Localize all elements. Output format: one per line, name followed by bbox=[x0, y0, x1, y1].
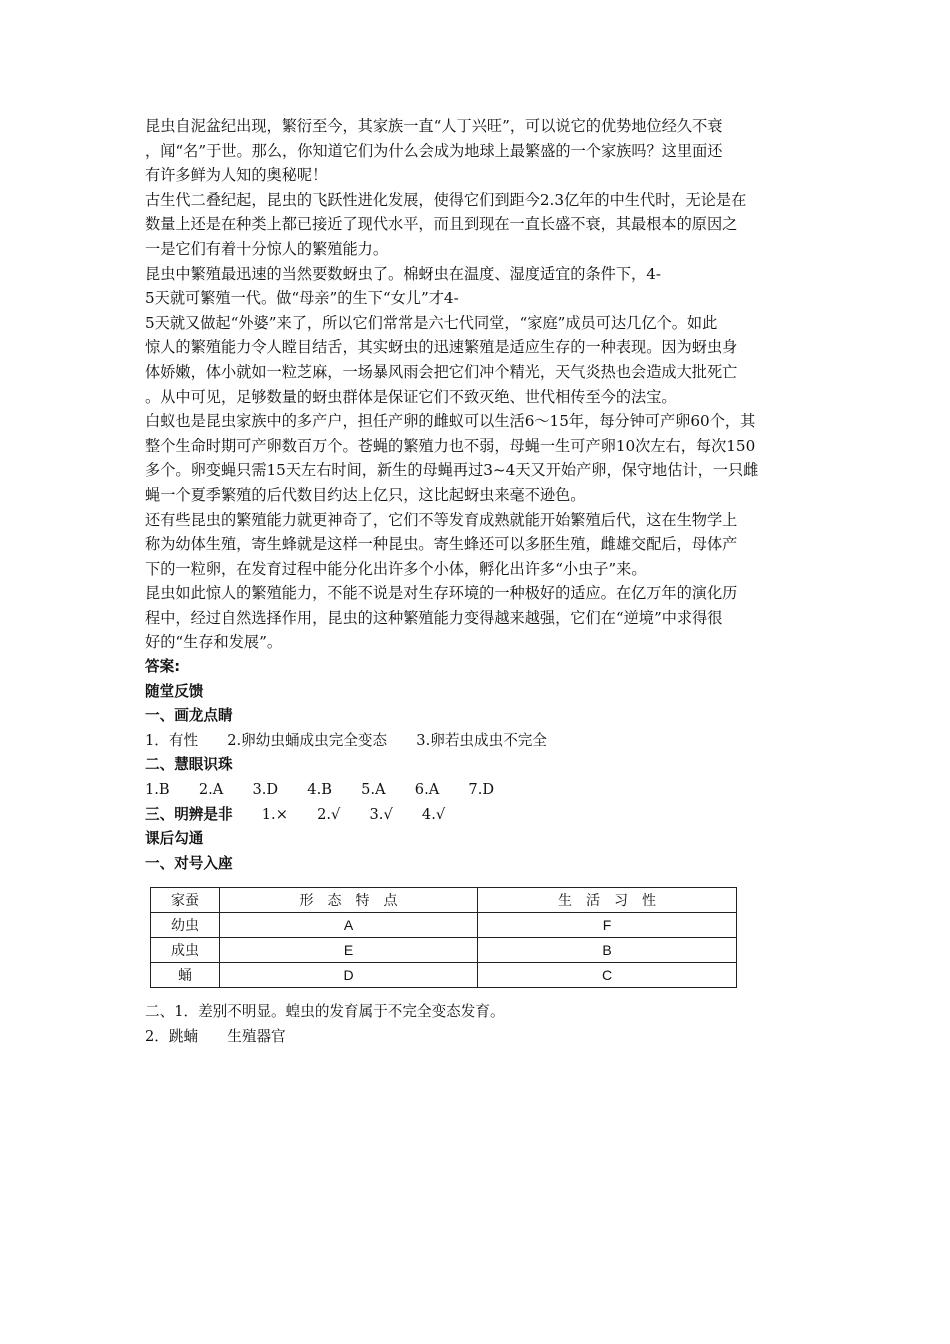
after-class-title: 课后勾通 bbox=[145, 830, 204, 848]
table-cell: C bbox=[478, 963, 737, 988]
text-line: 昆虫自泥盆纪出现，繁衍至今，其家族一直“人丁兴旺”，可以说它的优势地位经久不衰 bbox=[145, 117, 723, 135]
text-line: 5天就又做起“外婆”来了，所以它们常常是六七代同堂，“家庭”成员可达几亿个。如此 bbox=[145, 313, 718, 332]
table-header: 形 态 特 点 bbox=[220, 888, 478, 913]
section2-after-line2: 2．跳蝻 生殖器官 bbox=[145, 1028, 286, 1045]
table-row bbox=[151, 913, 737, 938]
paragraph-3 bbox=[145, 262, 815, 410]
table-header: 生 活 习 性 bbox=[478, 888, 737, 913]
text-line: 程中，经过自然选择作用，昆虫的这种繁殖能力变得越来越强，它们在“逆境”中求得很 bbox=[145, 608, 723, 627]
text-line: 白蚁也是昆虫家族中的多产户，担任产卵的雌蚁可以生活6～15年，每分钟可产卵60个，其 bbox=[145, 412, 756, 431]
section2-answers: 1.B 2.A 3.D 4.B 5.A 6.A 7.D bbox=[145, 781, 495, 799]
table-row bbox=[151, 938, 737, 963]
text-line: 下的一粒卵，在发育过程中能分化出许多个小体，孵化出许多“小虫子”来。 bbox=[145, 559, 647, 578]
paragraph-1 bbox=[145, 114, 815, 188]
section3-line bbox=[145, 803, 815, 828]
section1-answers: 1．有性 2.卵幼虫蛹成虫完全变态 3.卵若虫成虫不完全 bbox=[145, 731, 547, 749]
text-line: 古生代二叠纪起，昆虫的飞跃性进化发展，使得它们到距今2.3亿年的中生代时，无论是在 bbox=[145, 190, 747, 209]
text-line: 有许多鲜为人知的奥秘呢！ bbox=[145, 166, 328, 185]
feedback-title: 随堂反馈 bbox=[145, 682, 204, 700]
silkworm-table bbox=[150, 887, 737, 988]
table-cell: A bbox=[220, 913, 478, 938]
table-header: 家蚕 bbox=[151, 888, 220, 913]
text-line: 。从中可见，足够数量的蚜虫群体是保证它们不致灭绝、世代相传至今的法宝。 bbox=[145, 387, 677, 406]
section2-title: 二、慧眼识珠 bbox=[145, 756, 233, 774]
paragraph-2 bbox=[145, 188, 815, 262]
document-page bbox=[145, 114, 815, 1050]
text-line: 还有些昆虫的繁殖能力就更神奇了，它们不等发育成熟就能开始繁殖后代，这在生物学上 bbox=[145, 510, 738, 529]
table-cell: B bbox=[478, 938, 737, 963]
table-cell: 成虫 bbox=[151, 938, 220, 963]
section3-answers: 1.× 2.√ 3.√ 4.√ bbox=[232, 805, 446, 823]
section1-title: 一、画龙点睛 bbox=[145, 707, 233, 725]
paragraph-6 bbox=[145, 581, 815, 655]
text-line: 好的“生存和发展”。 bbox=[145, 633, 283, 652]
table-row bbox=[151, 963, 737, 988]
section2-after-line1: 二、1．差别不明显。蝗虫的发育属于不完全变态发育。 bbox=[145, 1003, 505, 1021]
text-line: 称为幼体生殖，寄生蜂就是这样一种昆虫。寄生蜂还可以多胚生殖，雌雄交配后，母体产 bbox=[145, 535, 738, 554]
text-line: 一是它们有着十分惊人的繁殖能力。 bbox=[145, 239, 388, 258]
table-cell: D bbox=[220, 963, 478, 988]
text-line: 昆虫中繁殖最迅速的当然要数蚜虫了。棉蚜虫在温度、湿度适宜的条件下，4- bbox=[145, 264, 661, 283]
text-line: 数量上还是在种类上都已接近了现代水平，而且到现在一直长盛不衰，其最根本的原因之 bbox=[145, 215, 738, 234]
text-line: 体娇嫩，体小就如一粒芝麻，一场暴风雨会把它们冲个精光，天气炎热也会造成大批死亡 bbox=[145, 362, 738, 381]
text-line: ，闻“名”于世。那么，你知道它们为什么会成为地球上最繁盛的一个家族吗？这里面还 bbox=[145, 141, 723, 160]
text-line: 蝇一个夏季繁殖的后代数目约达上亿只，这比起蚜虫来毫不逊色。 bbox=[145, 485, 586, 504]
text-line: 多个。卵变蝇只需15天左右时间，新生的母蝇再过3~4天又开始产卵，保守地估计，一只雌 bbox=[145, 461, 759, 480]
table-cell: 蛹 bbox=[151, 963, 220, 988]
table-header-row bbox=[151, 888, 737, 913]
matching-title: 一、对号入座 bbox=[145, 854, 233, 872]
text-line: 惊人的繁殖能力令人瞠目结舌，其实蚜虫的迅速繁殖是适应生存的一种表现。因为蚜虫身 bbox=[145, 338, 738, 357]
text-line: 5天就可繁殖一代。做“母亲”的生下“女儿”才4- bbox=[145, 289, 459, 308]
table-cell: E bbox=[220, 938, 478, 963]
text-line: 整个生命时期可产卵数百万个。苍蝇的繁殖力也不弱，母蝇一生可产卵10次左右，每次150 bbox=[145, 436, 756, 455]
table-cell: 幼虫 bbox=[151, 913, 220, 938]
table-cell: F bbox=[478, 913, 737, 938]
text-line: 昆虫如此惊人的繁殖能力，不能不说是对生存环境的一种极好的适应。在亿万年的演化历 bbox=[145, 584, 738, 603]
answers-heading: 答案: bbox=[145, 658, 181, 676]
section3-title: 三、明辨是非 bbox=[145, 805, 233, 823]
paragraph-5 bbox=[145, 508, 815, 582]
paragraph-4 bbox=[145, 409, 815, 507]
